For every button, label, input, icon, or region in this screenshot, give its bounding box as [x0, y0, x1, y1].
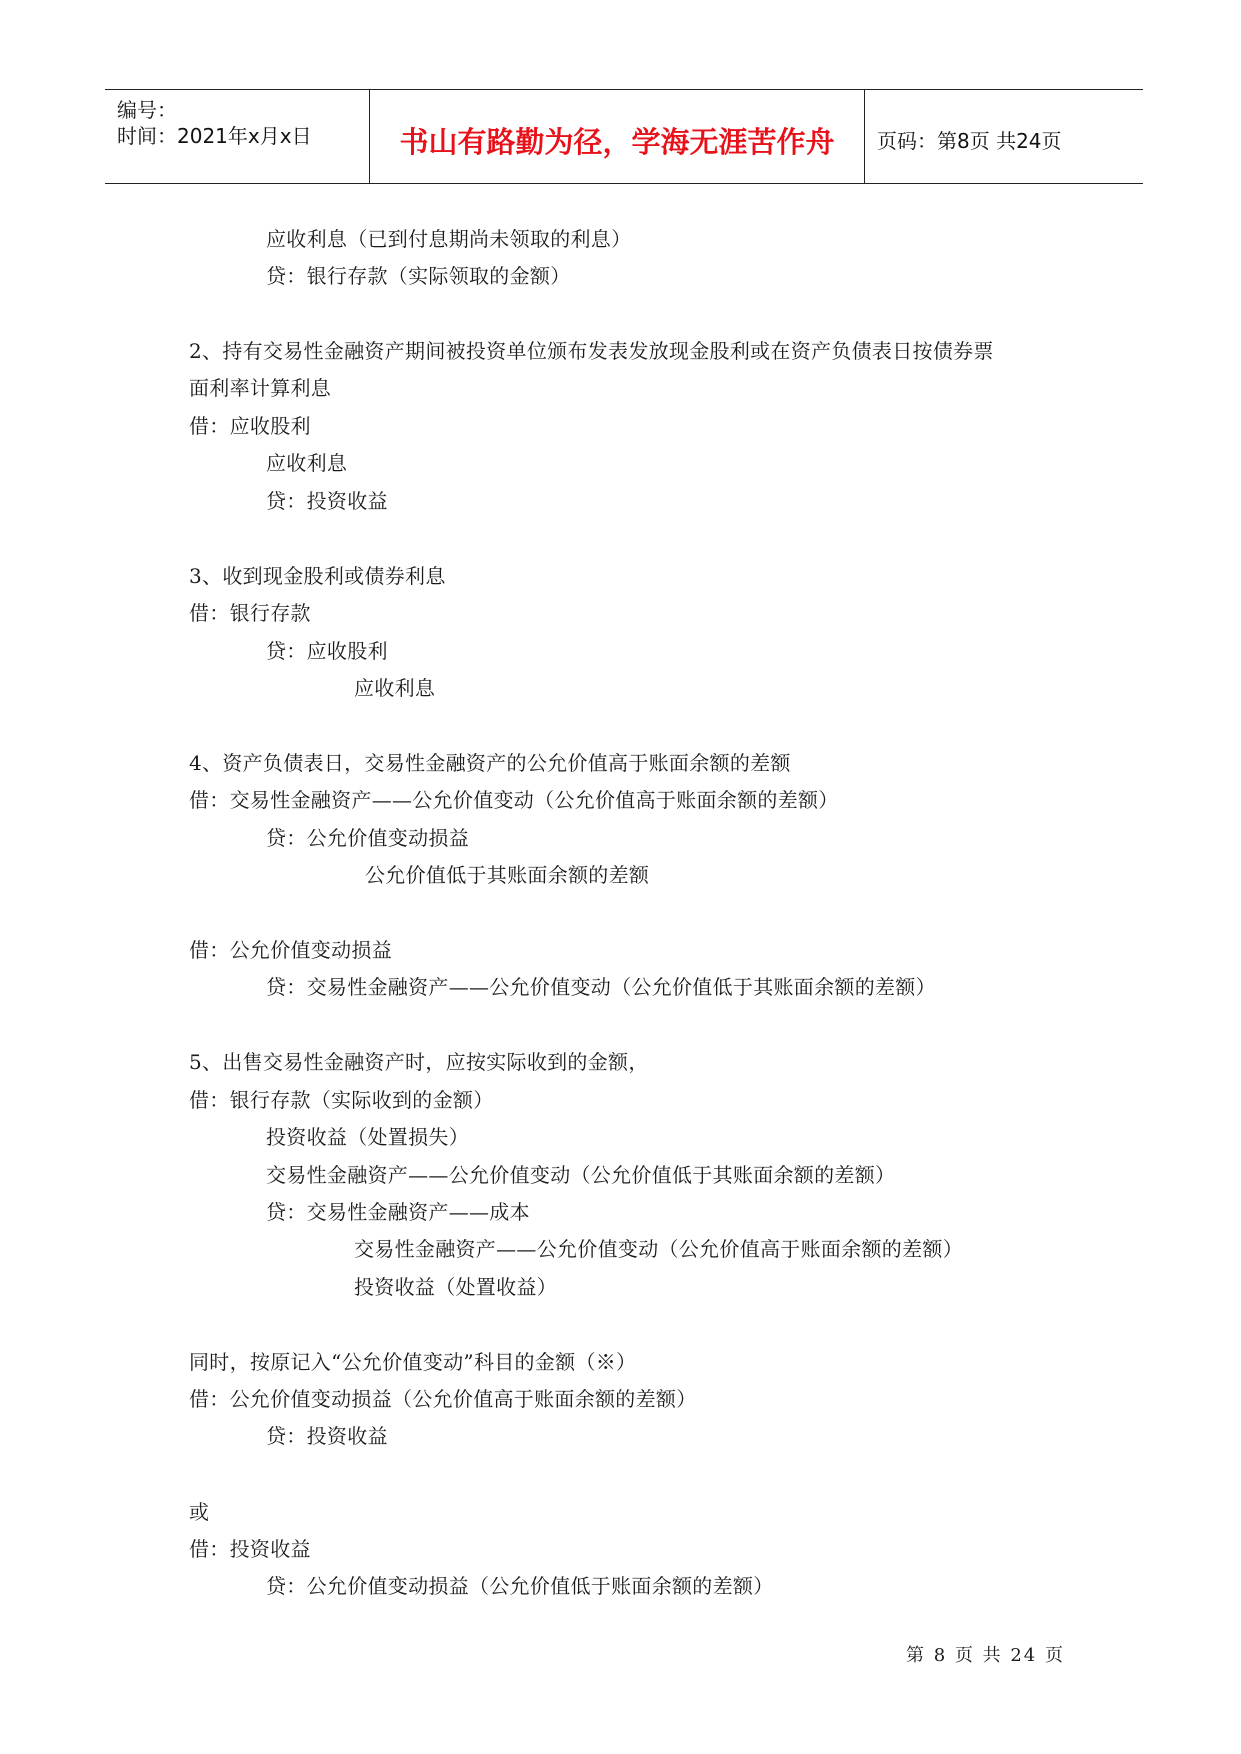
body-line: 同时，按原记入“公允价值变动”科目的金额（※）	[189, 1350, 637, 1374]
document-header	[105, 89, 1143, 184]
body-line: 借：银行存款	[189, 601, 311, 625]
body-line: 借：银行存款（实际收到的金额）	[189, 1088, 494, 1112]
body-line: 4、资产负债表日，交易性金融资产的公允价值高于账面余额的差额	[189, 751, 791, 775]
time-label: 时间：2021年x月x日	[117, 124, 312, 148]
body-line: 借：公允价值变动损益（公允价值高于账面余额的差额）	[189, 1387, 697, 1411]
page-code-label: 页码：第8页 共24页	[877, 129, 1062, 153]
body-line: 借：交易性金融资产——公允价值变动（公允价值高于账面余额的差额）	[189, 788, 839, 812]
body-line: 贷：投资收益	[266, 1424, 388, 1448]
body-line: 借：投资收益	[189, 1537, 311, 1561]
body-line: 贷：公允价值变动损益（公允价值低于账面余额的差额）	[266, 1574, 774, 1598]
body-line: 贷：应收股利	[266, 639, 388, 663]
body-line: 3、收到现金股利或债券利息	[189, 564, 446, 588]
body-line: 借：公允价值变动损益	[189, 938, 392, 962]
body-line: 投资收益（处置收益）	[354, 1275, 557, 1299]
body-line: 贷：交易性金融资产——公允价值变动（公允价值低于其账面余额的差额）	[266, 975, 936, 999]
body-line: 借：应收股利	[189, 414, 311, 438]
body-line: 贷：银行存款（实际领取的金额）	[266, 264, 571, 288]
body-line: 2、持有交易性金融资产期间被投资单位颁布发表发放现金股利或在资产负债表日按债券票	[189, 339, 994, 363]
header-middle-cell	[370, 90, 865, 183]
body-line: 或	[189, 1500, 210, 1524]
body-line: 投资收益（处置损失）	[266, 1125, 469, 1149]
header-motto: 书山有路勤为径，学海无涯苦作舟	[399, 125, 835, 159]
body-line: 交易性金融资产——公允价值变动（公允价值高于账面余额的差额）	[354, 1237, 963, 1261]
header-right-cell	[865, 90, 1143, 183]
body-line: 贷：投资收益	[266, 489, 388, 513]
body-line: 应收利息（已到付息期尚未领取的利息）	[266, 227, 632, 251]
body-line: 面利率计算利息	[189, 376, 332, 400]
body-line: 贷：公允价值变动损益	[266, 826, 469, 850]
page-footer: 第 8 页 共 24 页	[906, 1645, 1065, 1666]
header-left-cell	[105, 90, 370, 183]
serial-number-label: 编号：	[117, 98, 177, 122]
body-line: 贷：交易性金融资产——成本	[266, 1200, 530, 1224]
body-line: 交易性金融资产——公允价值变动（公允价值低于其账面余额的差额）	[266, 1163, 896, 1187]
body-line: 应收利息	[354, 676, 436, 700]
body-line: 公允价值低于其账面余额的差额	[365, 863, 650, 887]
body-line: 应收利息	[266, 451, 348, 475]
body-line: 5、出售交易性金融资产时，应按实际收到的金额，	[189, 1050, 649, 1074]
